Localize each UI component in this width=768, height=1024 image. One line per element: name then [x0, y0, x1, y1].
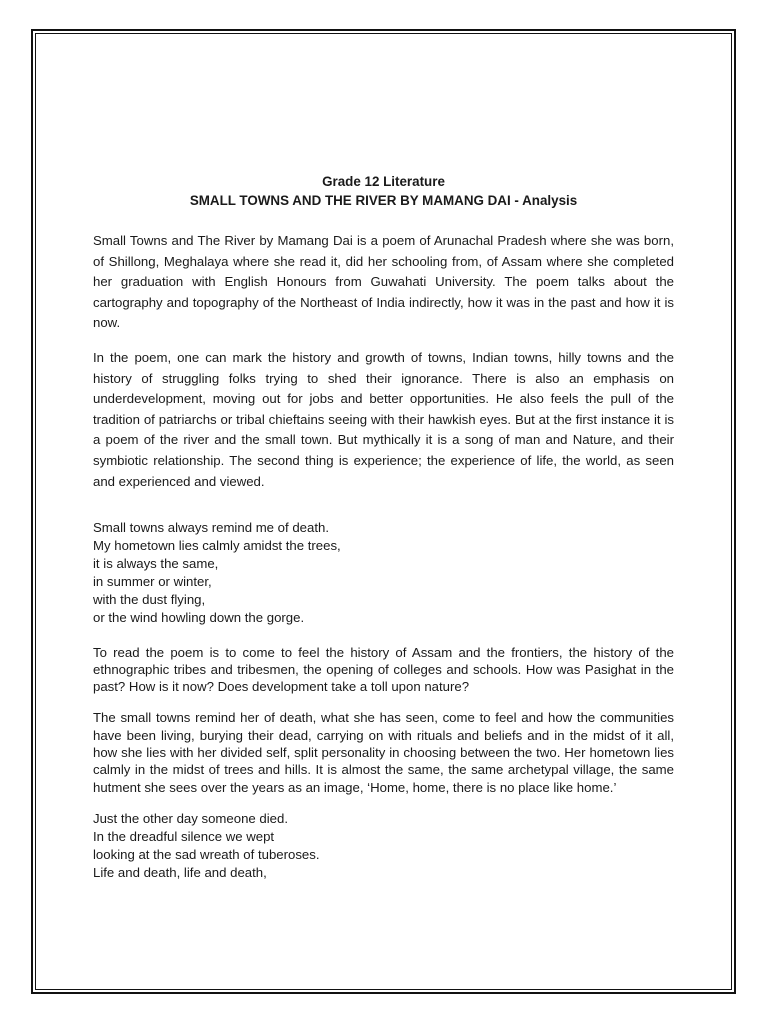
paragraph-death: The small towns remind her of death, what she has seen, come to feel and how the communities have been living, burying their dead, carrying on with rituals and beliefs and in the midst of it all, how she lies with her divided self, split personality in choosing between the two. Her hometown lies calmly in the midst of trees and hills. It is almost the same, the same archetypal village, the same hutment she sees over the years as an image, ‘Home, home, there is no place like home.’ [93, 710, 674, 795]
poem-line: or the wind howling down the gorge. [93, 609, 305, 625]
poem-stanza-1 [93, 519, 674, 626]
poem-line: My hometown lies calmly amidst the trees, [93, 538, 341, 554]
course-title: Grade 12 Literature [322, 174, 445, 189]
title-block [93, 172, 674, 210]
paragraph-assam: To read the poem is to come to feel the history of Assam and the frontiers, the history of the ethnographic tribes and tribesmen, the opening of colleges and schools. How was Pasighat in the past? How is it now? Does development take a toll upon nature? [93, 644, 674, 695]
paragraph-history: In the poem, one can mark the history and growth of towns, Indian towns, hilly towns and the history of struggling folks trying to shed their ignorance. There is also an emphasis on underdevelopment, moving out for jobs and better opportunities. He also feels the pull of the tradition of patriarchs or tribal chieftains seeing with their hawkish eyes. But at the first instance it is a poem of the river and the small town. But mythically it is a song of man and Nature, and their symbiotic relationship. The second thing is experience; the experience of life, the world, as seen and experienced and viewed. [93, 349, 674, 489]
poem-line: Small towns always remind me of death. [93, 520, 330, 536]
poem-line: Life and death, life and death, [93, 864, 267, 880]
poem-line: with the dust flying, [93, 591, 206, 607]
poem-line: in summer or winter, [93, 573, 212, 589]
poem-line: Just the other day someone died. [93, 810, 289, 826]
paragraph-intro: Small Towns and The River by Mamang Dai is a poem of Arunachal Pradesh where she was born, of Shillong, Meghalaya where she read it, did her schooling from, of Assam where she completed her graduation with English Honours from Guwahati University. The poem talks about the cartography and topography of the Northeast of India indirectly, how it was in the past and how it is now. [93, 233, 674, 331]
poem-line: it is always the same, [93, 555, 219, 571]
main-title: SMALL TOWNS AND THE RIVER BY MAMANG DAI - Analysis [189, 193, 578, 208]
poem-stanza-2 [93, 810, 674, 882]
poem-line: looking at the sad wreath of tuberoses. [93, 846, 320, 862]
poem-line: In the dreadful silence we wept [93, 828, 275, 844]
document-body [93, 172, 674, 899]
